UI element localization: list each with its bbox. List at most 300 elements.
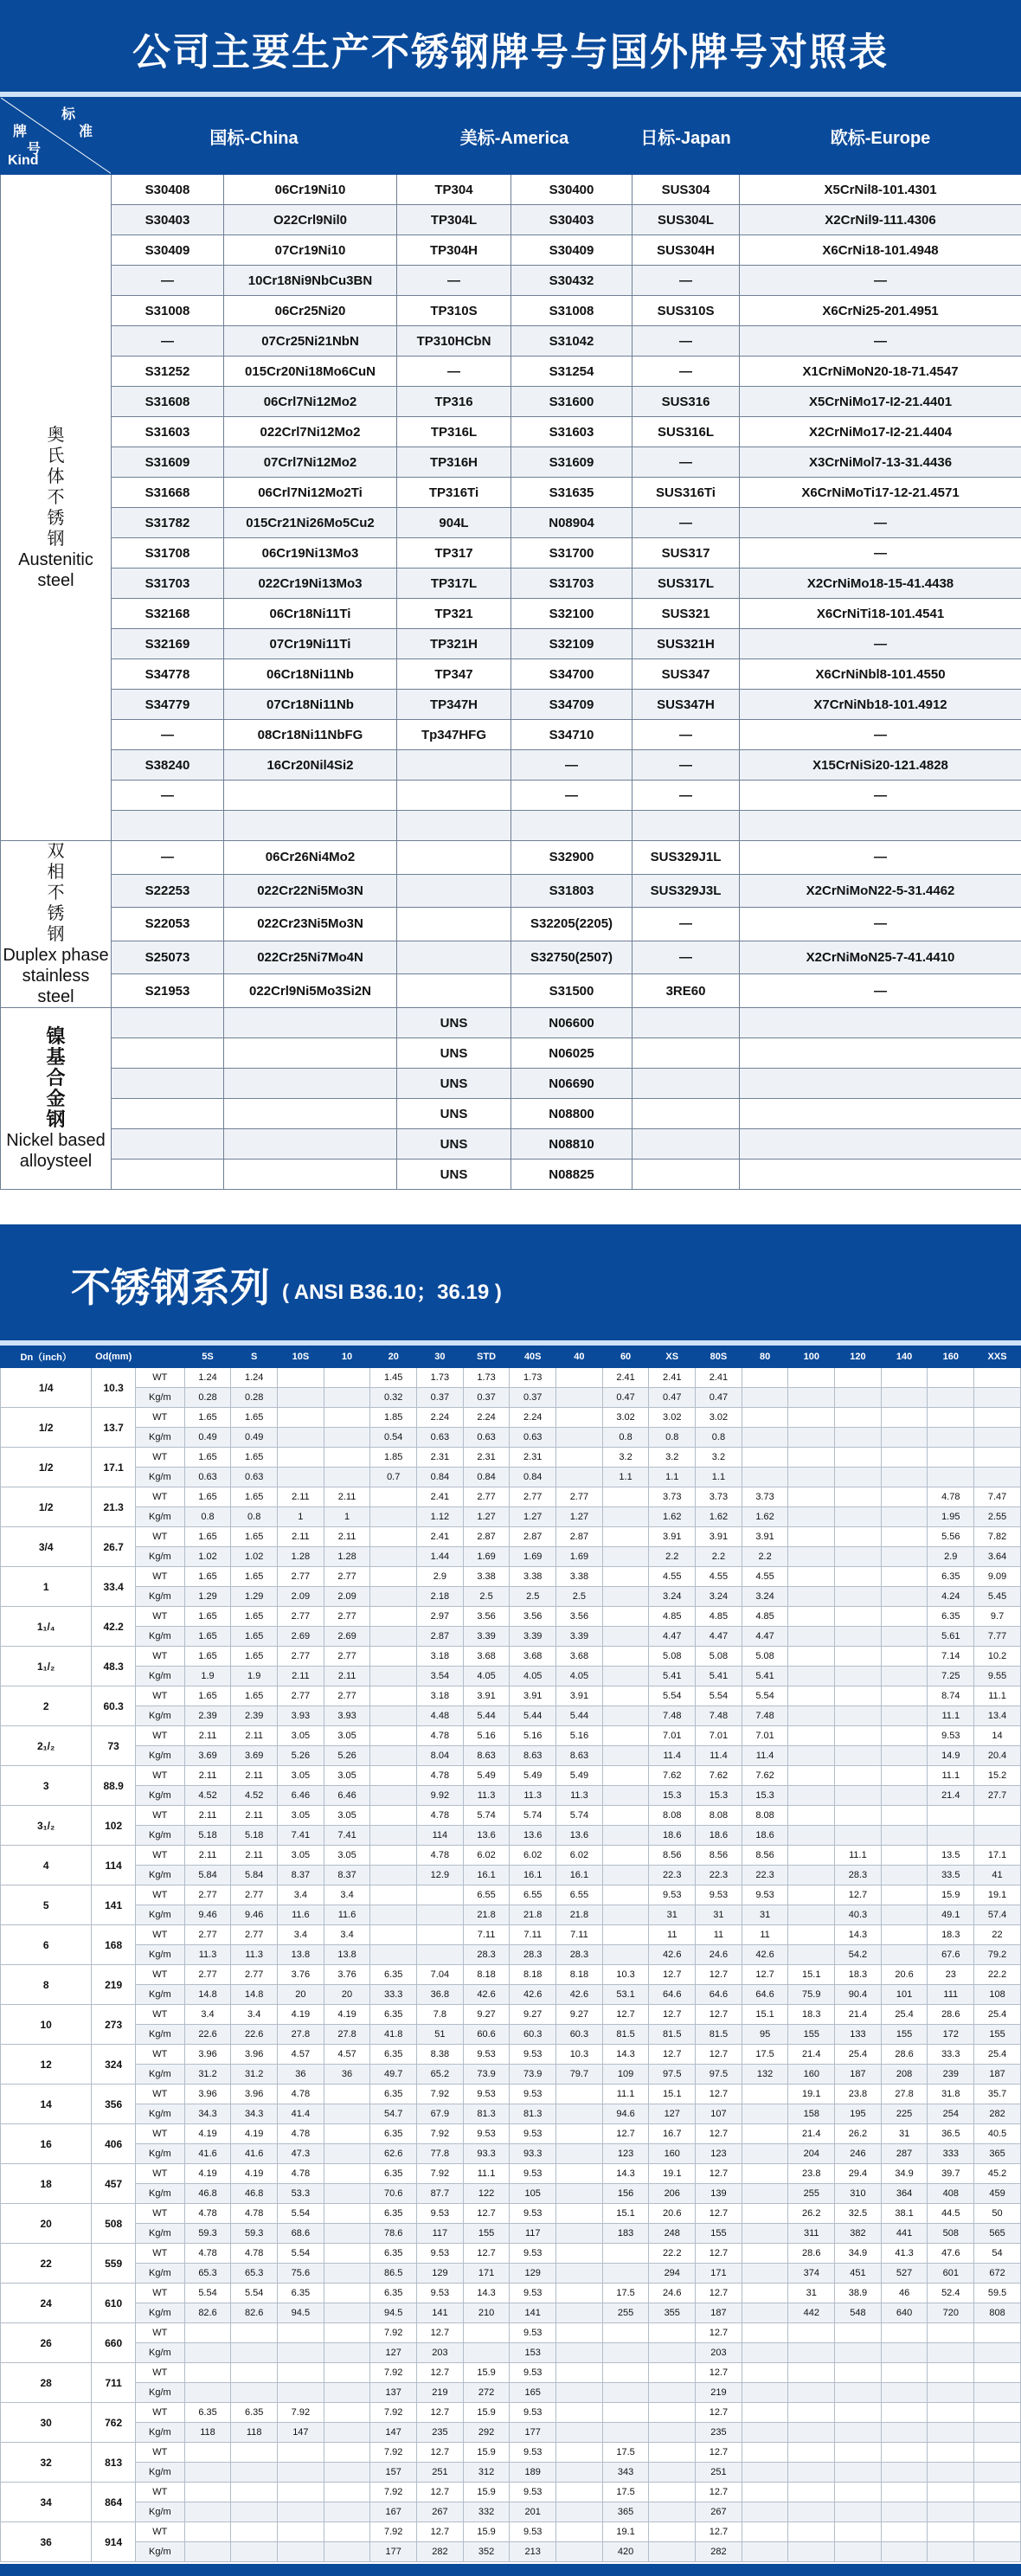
pipe-value-cell (788, 2463, 835, 2483)
pipe-value-cell: 7.11 (556, 1925, 603, 1945)
pipe-value-cell: 57.4 (974, 1905, 1021, 1925)
header-japan: 日标-Japan (633, 98, 740, 175)
pipe-value-cell: 5.08 (742, 1647, 788, 1667)
pipe-value-cell: 408 (928, 2184, 974, 2204)
pipe-value-cell: 31 (881, 2124, 928, 2144)
pipe-value-cell (974, 2363, 1021, 2383)
pipe-value-cell (835, 1726, 882, 1746)
grade-cell (112, 811, 224, 841)
pipe-kg-label: Kg/m (135, 1507, 184, 1527)
pipe-value-cell: 7.92 (370, 2403, 417, 2423)
grade-cell: SUS317 (633, 538, 740, 569)
pipe-wt-label: WT (135, 2363, 184, 2383)
grade-cell: S31668 (112, 478, 224, 508)
pipe-value-cell (556, 2124, 603, 2144)
grade-cell: — (397, 266, 511, 296)
pipe-value-cell (788, 1667, 835, 1686)
pipe-value-cell: 105 (510, 2184, 556, 2204)
pipe-value-cell: 12.7 (463, 2204, 510, 2224)
grade-row (1, 908, 1021, 941)
pipe-value-cell: 4.19 (324, 2005, 370, 2025)
pipe-value-cell: 82.6 (184, 2303, 231, 2323)
pipe-row (1, 2443, 1021, 2463)
pipe-value-cell: 6.55 (556, 1885, 603, 1905)
pipe-dn-cell: 3/4 (1, 1527, 92, 1567)
pipe-value-cell: 0.49 (231, 1428, 278, 1448)
pipe-od-cell: 114 (92, 1846, 136, 1885)
pipe-value-cell (370, 1567, 417, 1587)
grade-cell: — (633, 266, 740, 296)
pipe-row (1, 2502, 1021, 2522)
pipe-value-cell: 15.9 (463, 2483, 510, 2502)
pipe-value-cell: 12.9 (417, 1866, 464, 1885)
pipe-value-cell: 33.3 (928, 2045, 974, 2065)
pipe-wt-label: WT (135, 1448, 184, 1468)
pipe-value-cell: 12.7 (463, 2244, 510, 2264)
pipe-value-cell: 3.05 (324, 1766, 370, 1786)
pipe-value-cell: 25.4 (835, 2045, 882, 2065)
pipe-value-cell: 9.53 (463, 2045, 510, 2065)
grade-cell: S32169 (112, 629, 224, 659)
pipe-row (1, 2184, 1021, 2204)
pipe-value-cell (602, 1607, 649, 1627)
pipe-value-cell: 117 (510, 2224, 556, 2244)
grade-cell: TP321 (397, 599, 511, 629)
pipe-value-cell: 451 (835, 2264, 882, 2284)
pipe-value-cell (788, 1945, 835, 1965)
pipe-value-cell: 1.65 (231, 1448, 278, 1468)
pipe-value-cell (184, 2463, 231, 2483)
steel-kind-zh-char: 基 (46, 1045, 66, 1068)
pipe-value-cell (881, 2423, 928, 2443)
pipe-value-cell: 41.8 (370, 2025, 417, 2045)
pipe-value-cell: 0.37 (417, 1388, 464, 1408)
pipe-value-cell (602, 2264, 649, 2284)
pipe-value-cell: 382 (835, 2224, 882, 2244)
pipe-value-cell: 32.5 (835, 2204, 882, 2224)
pipe-value-cell: 51 (417, 2025, 464, 2045)
pipe-value-cell (742, 1428, 788, 1448)
grade-cell: 015Cr21Ni26Mo5Cu2 (224, 508, 397, 538)
pipe-value-cell (649, 2403, 696, 2423)
grade-cell: — (740, 720, 1021, 750)
pipe-value-cell: 17.5 (602, 2443, 649, 2463)
pipe-value-cell: 0.47 (649, 1388, 696, 1408)
pipe-value-cell: 2.77 (556, 1487, 603, 1507)
pipe-row (1, 2303, 1021, 2323)
pipe-header-row (1, 1346, 1021, 1368)
pipe-row (1, 2522, 1021, 2542)
pipe-header-cell: XS (649, 1346, 696, 1368)
pipe-value-cell: 203 (417, 2343, 464, 2363)
pipe-value-cell (881, 1408, 928, 1428)
pipe-value-cell: 2.87 (417, 1627, 464, 1647)
pipe-value-cell: 160 (649, 2144, 696, 2164)
pipe-value-cell (231, 2343, 278, 2363)
grade-cell: TP317L (397, 569, 511, 599)
pipe-value-cell: 6.02 (556, 1846, 603, 1866)
pipe-wt-label: WT (135, 1368, 184, 1388)
grade-cell: — (740, 508, 1021, 538)
grade-row (1, 1129, 1021, 1160)
pipe-value-cell: 129 (417, 2264, 464, 2284)
pipe-value-cell: 14.3 (835, 1925, 882, 1945)
grade-row (1, 629, 1021, 659)
pipe-value-cell (602, 1587, 649, 1607)
pipe-value-cell: 9.53 (510, 2323, 556, 2343)
pipe-wt-label: WT (135, 2443, 184, 2463)
pipe-value-cell: 4.78 (231, 2204, 278, 2224)
grade-cell: S31008 (112, 296, 224, 326)
pipe-value-cell: 3.39 (556, 1627, 603, 1647)
pipe-value-cell: 5.44 (510, 1706, 556, 1726)
pipe-value-cell: 4.55 (742, 1567, 788, 1587)
pipe-value-cell (602, 1945, 649, 1965)
pipe-value-cell: 42.6 (556, 1985, 603, 2005)
pipe-value-cell: 7.62 (696, 1766, 742, 1786)
pipe-value-cell (324, 2224, 370, 2244)
pipe-value-cell: 13.6 (510, 1826, 556, 1846)
pipe-kg-label: Kg/m (135, 1866, 184, 1885)
pipe-value-cell: 19.1 (788, 2085, 835, 2104)
pipe-value-cell (974, 2423, 1021, 2443)
pipe-value-cell (278, 2343, 324, 2363)
pipe-value-cell: 282 (417, 2542, 464, 2562)
pipe-value-cell: 2.77 (231, 1925, 278, 1945)
pipe-value-cell (835, 2403, 882, 2423)
pipe-value-cell (835, 1448, 882, 1468)
pipe-value-cell: 0.8 (184, 1507, 231, 1527)
pipe-wt-label: WT (135, 2323, 184, 2343)
pipe-value-cell (602, 2363, 649, 2383)
pipe-value-cell: 7.25 (928, 1667, 974, 1686)
pipe-value-cell: 53.1 (602, 1985, 649, 2005)
pipe-value-cell: 22.3 (742, 1866, 788, 1885)
pipe-value-cell: 195 (835, 2104, 882, 2124)
grade-cell: X6CrNiMoTi17-12-21.4571 (740, 478, 1021, 508)
pipe-wt-label: WT (135, 1567, 184, 1587)
steel-kind-cell (1, 1008, 112, 1190)
pipe-dn-cell: 1/4 (1, 1368, 92, 1408)
grade-cell: X6CrNi25-201.4951 (740, 296, 1021, 326)
title-banner (0, 0, 1021, 97)
pipe-value-cell: 6.35 (370, 2124, 417, 2144)
pipe-value-cell (835, 1786, 882, 1806)
grade-cell: 10Cr18Ni9NbCu3BN (224, 266, 397, 296)
pipe-value-cell (649, 2522, 696, 2542)
pipe-value-cell: 213 (510, 2542, 556, 2562)
grade-row (1, 720, 1021, 750)
pipe-dn-cell: 10 (1, 2005, 92, 2045)
pipe-value-cell: 7.62 (742, 1766, 788, 1786)
pipe-value-cell: 6.35 (370, 1965, 417, 1985)
pipe-value-cell (742, 2164, 788, 2184)
grade-cell: — (397, 357, 511, 387)
pipe-value-cell (556, 2522, 603, 2542)
pipe-value-cell: 3.91 (463, 1686, 510, 1706)
grade-row (1, 690, 1021, 720)
pipe-value-cell: 31.2 (231, 2065, 278, 2085)
grade-cell (633, 811, 740, 841)
pipe-value-cell: 2.11 (231, 1846, 278, 1866)
pipe-value-cell: 4.78 (278, 2164, 324, 2184)
pipe-value-cell: 2.2 (696, 1547, 742, 1567)
pipe-value-cell: 272 (463, 2383, 510, 2403)
pipe-value-cell: 133 (835, 2025, 882, 2045)
pipe-value-cell (370, 1945, 417, 1965)
pipe-value-cell: 14.3 (602, 2164, 649, 2184)
pipe-value-cell (928, 2502, 974, 2522)
pipe-value-cell: 8.63 (510, 1746, 556, 1766)
pipe-value-cell (881, 2502, 928, 2522)
pipe-value-cell: 46 (881, 2284, 928, 2303)
pipe-value-cell: 287 (881, 2144, 928, 2164)
pipe-wt-label: WT (135, 1686, 184, 1706)
pipe-value-cell: 0.63 (231, 1468, 278, 1487)
pipe-value-cell (881, 1468, 928, 1487)
pipe-value-cell: 9.53 (510, 2443, 556, 2463)
pipe-row (1, 1368, 1021, 1388)
grade-cell: — (633, 781, 740, 811)
pipe-value-cell: 189 (510, 2463, 556, 2483)
pipe-value-cell (556, 2144, 603, 2164)
grade-row (1, 357, 1021, 387)
pipe-value-cell: 0.54 (370, 1428, 417, 1448)
grade-cell: X2CrNiMoN22-5-31.4462 (740, 874, 1021, 908)
grade-cell: UNS (397, 1038, 511, 1069)
pipe-value-cell: 0.84 (463, 1468, 510, 1487)
pipe-header-cell: 160 (928, 1346, 974, 1368)
pipe-value-cell (928, 1368, 974, 1388)
pipe-value-cell (742, 2224, 788, 2244)
grade-cell (397, 750, 511, 781)
grade-row (1, 508, 1021, 538)
pipe-wt-label: WT (135, 2522, 184, 2542)
pipe-value-cell: 1.65 (184, 1527, 231, 1547)
grade-cell: — (740, 629, 1021, 659)
pipe-value-cell: 3.05 (278, 1766, 324, 1786)
pipe-value-cell: 117 (417, 2224, 464, 2244)
pipe-value-cell (602, 2244, 649, 2264)
pipe-value-cell: 4.19 (278, 2005, 324, 2025)
pipe-value-cell: 18.3 (835, 1965, 882, 1985)
pipe-value-cell (835, 2463, 882, 2483)
pipe-value-cell: 11.3 (463, 1786, 510, 1806)
pipe-value-cell (324, 2502, 370, 2522)
pipe-value-cell: 1.9 (184, 1667, 231, 1686)
pipe-value-cell: 36 (324, 2065, 370, 2085)
pipe-value-cell (324, 2463, 370, 2483)
pipe-value-cell: 47.6 (928, 2244, 974, 2264)
pipe-value-cell: 31 (742, 1905, 788, 1925)
pipe-value-cell: 4.05 (510, 1667, 556, 1686)
pipe-dn-cell: 24 (1, 2284, 92, 2323)
pipe-value-cell (742, 2403, 788, 2423)
pipe-value-cell: 26.2 (835, 2124, 882, 2144)
pipe-value-cell: 9.53 (649, 1885, 696, 1905)
pipe-value-cell: 5.26 (278, 1746, 324, 1766)
pipe-value-cell (602, 1567, 649, 1587)
grade-row (1, 1099, 1021, 1129)
pipe-value-cell: 3.76 (278, 1965, 324, 1985)
pipe-row (1, 1468, 1021, 1487)
pipe-value-cell: 294 (649, 2264, 696, 2284)
grade-cell: 06Cr18Ni11Nb (224, 659, 397, 690)
pipe-value-cell: 59.3 (184, 2224, 231, 2244)
pipe-value-cell: 3.76 (324, 1965, 370, 1985)
pipe-value-cell: 3.56 (463, 1607, 510, 1627)
pipe-value-cell (788, 2502, 835, 2522)
pipe-value-cell: 33.3 (370, 1985, 417, 2005)
grade-cell: S31008 (511, 296, 633, 326)
pipe-value-cell: 2.24 (417, 1408, 464, 1428)
pipe-value-cell (928, 1408, 974, 1428)
pipe-value-cell: 42.6 (510, 1985, 556, 2005)
pipe-value-cell: 2.41 (417, 1527, 464, 1547)
pipe-value-cell: 7.92 (370, 2522, 417, 2542)
pipe-value-cell: 1.62 (696, 1507, 742, 1527)
pipe-value-cell: 12.7 (696, 2443, 742, 2463)
pipe-value-cell: 3.05 (324, 1806, 370, 1826)
pipe-value-cell: 21.4 (928, 1786, 974, 1806)
pipe-value-cell: 111 (928, 1985, 974, 2005)
pipe-value-cell: 6.35 (370, 2045, 417, 2065)
pipe-value-cell (324, 2124, 370, 2144)
grade-cell (740, 1038, 1021, 1069)
pipe-value-cell (649, 2383, 696, 2403)
pipe-value-cell (881, 1945, 928, 1965)
pipe-value-cell (788, 2522, 835, 2542)
pipe-value-cell (463, 2323, 510, 2343)
pipe-od-cell: 273 (92, 2005, 136, 2045)
pipe-value-cell: 5.16 (463, 1726, 510, 1746)
pipe-kg-label: Kg/m (135, 1746, 184, 1766)
grade-row (1, 1008, 1021, 1038)
pipe-value-cell: 3.54 (417, 1667, 464, 1686)
pipe-value-cell: 31 (788, 2284, 835, 2303)
pipe-value-cell (556, 2403, 603, 2423)
pipe-row (1, 1885, 1021, 1905)
pipe-row (1, 2104, 1021, 2124)
pipe-value-cell: 25.4 (881, 2005, 928, 2025)
pipe-value-cell: 1.1 (696, 1468, 742, 1487)
grade-cell (224, 1099, 397, 1129)
pipe-value-cell: 4.47 (696, 1627, 742, 1647)
pipe-value-cell: 2.97 (417, 1607, 464, 1627)
pipe-value-cell (928, 1806, 974, 1826)
pipe-value-cell: 9.53 (510, 2244, 556, 2264)
grade-cell: S31635 (511, 478, 633, 508)
pipe-value-cell: 1.85 (370, 1448, 417, 1468)
pipe-value-cell: 2.24 (463, 1408, 510, 1428)
pipe-value-cell (788, 1686, 835, 1706)
grade-row (1, 1160, 1021, 1190)
pipe-value-cell: 4.19 (184, 2164, 231, 2184)
pipe-value-cell: 8.37 (324, 1866, 370, 1885)
pipe-row (1, 1686, 1021, 1706)
steel-kind-zh-char: 钢 (47, 925, 65, 944)
pipe-value-cell: 59.5 (974, 2284, 1021, 2303)
pipe-value-cell: 4.78 (417, 1806, 464, 1826)
steel-kind-zh-char: 锈 (47, 508, 65, 528)
pipe-value-cell (324, 2383, 370, 2403)
pipe-value-cell (835, 1706, 882, 1726)
pipe-kg-label: Kg/m (135, 1587, 184, 1607)
pipe-value-cell: 4.48 (417, 1706, 464, 1726)
pipe-value-cell: 3.4 (278, 1885, 324, 1905)
pipe-value-cell: 8.63 (556, 1746, 603, 1766)
pipe-value-cell: 9.53 (696, 1885, 742, 1905)
grade-cell: 06Crl7Ni12Mo2Ti (224, 478, 397, 508)
grade-cell: — (633, 908, 740, 941)
pipe-row (1, 1388, 1021, 1408)
grade-cell: UNS (397, 1129, 511, 1160)
grade-row (1, 175, 1021, 205)
pipe-value-cell (881, 1527, 928, 1547)
pipe-value-cell: 239 (928, 2065, 974, 2085)
grade-cell: SUS316Ti (633, 478, 740, 508)
pipe-value-cell: 246 (835, 2144, 882, 2164)
pipe-value-cell (742, 1388, 788, 1408)
pipe-value-cell (602, 1846, 649, 1866)
grade-cell: S30409 (112, 235, 224, 266)
pipe-value-cell: 9.53 (510, 2204, 556, 2224)
pipe-value-cell (370, 1627, 417, 1647)
grade-cell: — (112, 841, 224, 875)
pipe-value-cell: 73.9 (510, 2065, 556, 2085)
pipe-value-cell: 65.3 (184, 2264, 231, 2284)
pipe-value-cell: 6.35 (928, 1567, 974, 1587)
grade-cell: S31042 (511, 326, 633, 357)
pipe-row (1, 1587, 1021, 1607)
pipe-value-cell: 11.3 (556, 1786, 603, 1806)
pipe-value-cell (881, 1428, 928, 1448)
pipe-value-cell: 1.69 (463, 1547, 510, 1567)
pipe-dn-cell: 30 (1, 2403, 92, 2443)
pipe-value-cell: 167 (370, 2502, 417, 2522)
grade-cell: S34710 (511, 720, 633, 750)
pipe-value-cell: 78.6 (370, 2224, 417, 2244)
pipe-value-cell: 24.6 (696, 1945, 742, 1965)
pipe-value-cell: 9.27 (556, 2005, 603, 2025)
pipe-dn-cell: 1/2 (1, 1487, 92, 1527)
pipe-value-cell (788, 2403, 835, 2423)
pipe-value-cell (370, 1507, 417, 1527)
pipe-value-cell (463, 2343, 510, 2363)
pipe-header-cell: 140 (881, 1346, 928, 1368)
pipe-value-cell (881, 2323, 928, 2343)
pipe-value-cell (974, 2443, 1021, 2463)
pipe-value-cell: 81.5 (649, 2025, 696, 2045)
pipe-value-cell (835, 1507, 882, 1527)
grade-cell: S31703 (511, 569, 633, 599)
pipe-row (1, 2164, 1021, 2184)
grade-cell: S32109 (511, 629, 633, 659)
pipe-value-cell: 171 (696, 2264, 742, 2284)
pipe-header-cell: 100 (788, 1346, 835, 1368)
grade-cell: S31782 (112, 508, 224, 538)
grade-cell (112, 1069, 224, 1099)
pipe-row (1, 1806, 1021, 1826)
pipe-value-cell: 64.6 (742, 1985, 788, 2005)
pipe-value-cell (742, 2284, 788, 2303)
pipe-value-cell: 0.8 (696, 1428, 742, 1448)
pipe-value-cell (788, 1866, 835, 1885)
grade-row (1, 296, 1021, 326)
pipe-value-cell: 1.28 (324, 1547, 370, 1567)
pipe-value-cell: 2.31 (463, 1448, 510, 1468)
pipe-value-cell: 1.24 (184, 1368, 231, 1388)
